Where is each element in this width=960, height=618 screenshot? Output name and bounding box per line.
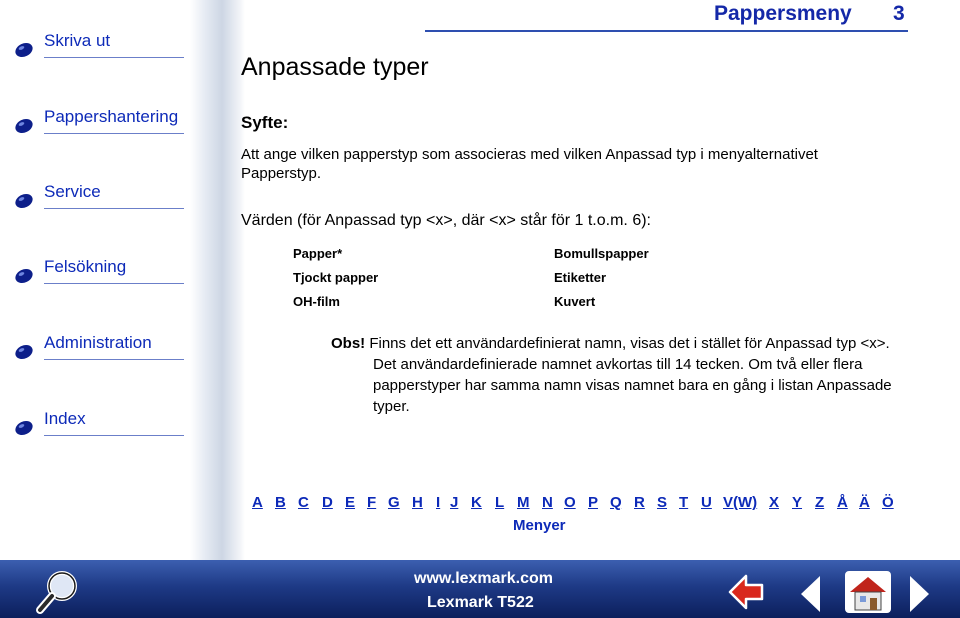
alpha-link[interactable]: Ä xyxy=(859,494,870,511)
purpose-heading: Syfte: xyxy=(241,113,289,132)
nav-skriva-ut[interactable] xyxy=(14,25,184,65)
nav-underline xyxy=(44,283,184,284)
alpha-link[interactable]: D xyxy=(322,494,333,511)
nav-bullet-icon xyxy=(14,420,34,436)
nav-label: Skriva ut xyxy=(44,31,111,50)
alpha-link[interactable]: Z xyxy=(815,494,825,511)
alpha-link[interactable]: P xyxy=(588,494,599,511)
values-heading: Värden (för Anpassad typ <x>, där <x> står för 1 t.o.m. 6): xyxy=(241,212,651,229)
alpha-link[interactable]: H xyxy=(412,494,423,511)
nav-administration[interactable] xyxy=(14,327,184,367)
footer-model: Lexmark T522 xyxy=(427,594,534,611)
value-item: OH-film xyxy=(293,294,340,309)
alphabet-index xyxy=(252,494,902,514)
alpha-link[interactable]: K xyxy=(471,494,482,511)
value-item: Etiketter xyxy=(554,270,607,285)
nav-service[interactable] xyxy=(14,176,184,216)
alpha-link[interactable]: J xyxy=(450,494,459,511)
alpha-link[interactable]: N xyxy=(542,494,553,511)
alpha-link[interactable]: Q xyxy=(610,494,622,511)
alpha-link[interactable]: S xyxy=(657,494,668,511)
nav-bullet-icon xyxy=(14,42,34,58)
value-item: Tjockt papper xyxy=(293,270,379,285)
nav-bullet-icon xyxy=(14,193,34,209)
nav-label: Felsökning xyxy=(44,257,127,276)
alpha-link[interactable]: C xyxy=(298,494,309,511)
footer-url[interactable]: www.lexmark.com xyxy=(414,570,554,587)
value-item: Papper* xyxy=(293,246,343,261)
note-body xyxy=(331,333,903,417)
alpha-link[interactable]: V(W) xyxy=(723,494,758,511)
alpha-link[interactable]: B xyxy=(275,494,286,511)
alpha-link[interactable]: Å xyxy=(837,494,848,511)
nav-bullet-icon xyxy=(14,268,34,284)
back-arrow-icon[interactable] xyxy=(726,570,766,614)
value-item: Bomullspapper xyxy=(554,246,649,261)
section-title: Pappersmeny xyxy=(714,2,852,25)
search-icon[interactable] xyxy=(34,568,84,616)
nav-pappershantering[interactable] xyxy=(14,101,184,141)
note-label: Obs! xyxy=(331,335,366,352)
alpha-link[interactable]: G xyxy=(388,494,400,511)
note-text: Finns det ett användardefinierat namn, visas det i stället för Anpassad typ <x>. Det användardefinierade namnet avkortas till 14 tecken. Om två eller flera papperstyper har samma namn visas namnet bara en gång i listan Anpassade typer. xyxy=(369,335,892,415)
header-divider xyxy=(425,30,908,32)
nav-label: Pappershantering xyxy=(44,107,179,126)
nav-label: Index xyxy=(44,409,86,428)
alpha-link[interactable]: I xyxy=(436,494,441,511)
nav-bullet-icon xyxy=(14,118,34,134)
alpha-link[interactable]: M xyxy=(517,494,530,511)
menus-link[interactable]: Menyer xyxy=(513,517,566,534)
page-number: 3 xyxy=(893,2,905,25)
alpha-link[interactable]: Ö xyxy=(882,494,894,511)
nav-label: Administration xyxy=(44,333,152,352)
alpha-link[interactable]: E xyxy=(345,494,356,511)
next-page-icon[interactable] xyxy=(906,574,932,614)
nav-index[interactable] xyxy=(14,403,184,443)
nav-bullet-icon xyxy=(14,344,34,360)
alpha-link[interactable]: R xyxy=(634,494,645,511)
nav-label: Service xyxy=(44,182,101,201)
alpha-link[interactable]: L xyxy=(495,494,505,511)
nav-underline xyxy=(44,435,184,436)
nav-underline xyxy=(44,208,184,209)
value-item: Kuvert xyxy=(554,294,596,309)
alpha-link[interactable]: A xyxy=(252,494,263,511)
nav-underline xyxy=(44,133,184,134)
alpha-link[interactable]: X xyxy=(769,494,780,511)
alpha-link[interactable]: F xyxy=(367,494,377,511)
note xyxy=(331,333,903,417)
page-title: Anpassade typer xyxy=(241,53,429,81)
nav-underline xyxy=(44,359,184,360)
home-icon[interactable] xyxy=(842,568,894,616)
alpha-link[interactable]: O xyxy=(564,494,576,511)
alpha-link[interactable]: Y xyxy=(792,494,803,511)
alpha-link[interactable]: U xyxy=(701,494,712,511)
nav-felsokning[interactable] xyxy=(14,251,184,291)
purpose-text: Att ange vilken papperstyp som associeras med vilken Anpassad typ i menyalternativet Papperstyp. xyxy=(241,146,818,182)
nav-underline xyxy=(44,57,184,58)
alpha-link[interactable]: T xyxy=(679,494,689,511)
previous-page-icon[interactable] xyxy=(798,574,824,614)
